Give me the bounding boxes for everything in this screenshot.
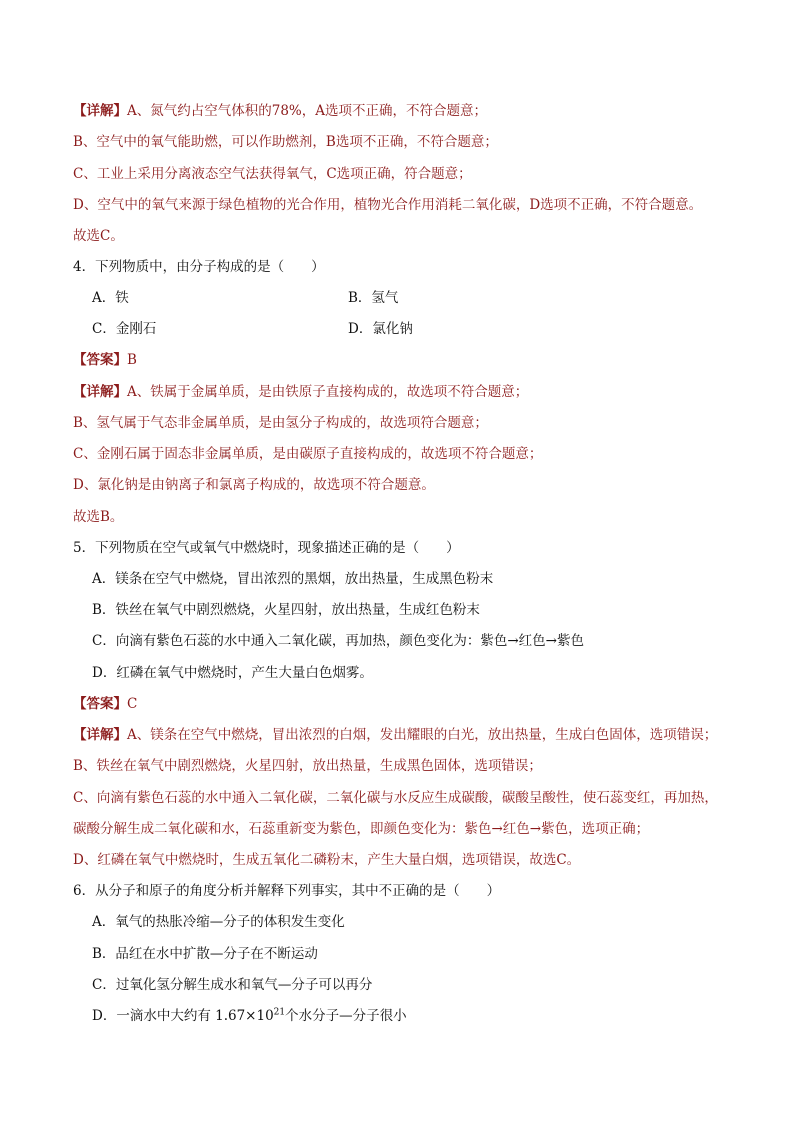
q5-option-b: B．铁丝在氧气中剧烈燃烧，火星四射，放出热量，生成红色粉末 xyxy=(92,602,480,618)
exponent: 21 xyxy=(273,1007,286,1018)
q4-detail-c: C、金刚石属于固态非金属单质，是由碳原子直接构成的，故选项不符合题意； xyxy=(73,446,543,462)
answer-label: 【答案】 xyxy=(73,352,127,368)
q5-answer: 【答案】C xyxy=(73,696,138,712)
q5-stem: 5．下列物质在空气或氧气中燃烧时，现象描述正确的是（ ） xyxy=(73,540,460,556)
q6-option-a: A．氧气的热胀冷缩—分子的体积发生变化 xyxy=(92,914,345,930)
q5-detail-b: B、铁丝在氧气中剧烈燃烧，火星四射，放出热量，生成黑色固体，选项错误； xyxy=(73,758,542,774)
q3-detail-c: C、工业上采用分离液态空气法获得氧气，C选项正确，符合题意； xyxy=(73,166,472,182)
q3-conclusion: 故选C。 xyxy=(73,228,124,244)
q4-conclusion: 故选B。 xyxy=(73,509,124,525)
detail-label: 【详解】 xyxy=(73,727,127,743)
q6-stem: 6．从分子和原子的角度分析并解释下列事实，其中不正确的是（ ） xyxy=(73,883,501,899)
q4-detail-d: D、氯化钠是由钠离子和氯离子构成的，故选项不符合题意。 xyxy=(73,477,435,493)
q5-detail-d: D、红磷在氧气中燃烧时，生成五氧化二磷粉末，产生大量白烟，选项错误，故选C。 xyxy=(73,852,581,868)
q5-detail-c-line1: C、向滴有紫色石蕊的水中通入二氧化碳，二氧化碳与水反应生成碳酸，碳酸呈酸性，使石蕊变红，再加热， xyxy=(73,790,718,806)
q3-detail-d: D、空气中的氧气来源于绿色植物的光合作用，植物光合作用消耗二氧化碳，D选项不正确，不符合题意。 xyxy=(73,197,703,213)
q6-option-d: D．一滴水中大约有 $1.67\times 10^{21}$个水分子—分子很小 xyxy=(92,1007,407,1024)
q4-detail-a: 【详解】A、铁属于金属单质，是由铁原子直接构成的，故选项不符合题意； xyxy=(73,384,529,400)
q3-detail-b: B、空气中的氧气能助燃，可以作助燃剂，B选项不正确，不符合题意； xyxy=(73,134,498,150)
q5-detail-c-line2: 碳酸分解生成二氧化碳和水，石蕊重新变为紫色，即颜色变化为：紫色→红色→紫色，选项正确； xyxy=(73,821,650,837)
q4-option-b: B．氢气 xyxy=(348,290,399,306)
q5-option-d: D．红磷在氧气中燃烧时，产生大量白色烟雾。 xyxy=(92,665,373,681)
q4-option-d: D．氯化钠 xyxy=(348,321,413,337)
q3-detail-a: 【详解】A、氮气约占空气体积的78%，A选项不正确，不符合题意； xyxy=(73,103,488,119)
q4-stem: 4．下列物质中，由分子构成的是（ ） xyxy=(73,259,325,275)
q5-detail-a: 【详解】A、镁条在空气中燃烧，冒出浓烈的白烟，发出耀眼的白光，放出热量，生成白色固体，选项错误； xyxy=(73,727,718,743)
q5-option-a: A．镁条在空气中燃烧，冒出浓烈的黑烟，放出热量，生成黑色粉末 xyxy=(92,571,494,587)
q4-answer: 【答案】B xyxy=(73,352,137,368)
q6-option-b: B．品红在水中扩散—分子在不断运动 xyxy=(92,946,318,962)
q4-option-a: A．铁 xyxy=(92,290,129,306)
q6-option-c: C．过氧化氢分解生成水和氧气—分子可以再分 xyxy=(92,977,373,993)
detail-label: 【详解】 xyxy=(73,384,127,400)
q4-option-c: C．金刚石 xyxy=(92,321,157,337)
q5-option-c: C．向滴有紫色石蕊的水中通入二氧化碳，再加热，颜色变化为：紫色→红色→紫色 xyxy=(92,633,584,649)
answer-label: 【答案】 xyxy=(73,696,127,712)
q4-detail-b: B、氢气属于气态非金属单质，是由氢分子构成的，故选项符合题意； xyxy=(73,415,488,431)
detail-label: 【详解】 xyxy=(73,103,127,119)
